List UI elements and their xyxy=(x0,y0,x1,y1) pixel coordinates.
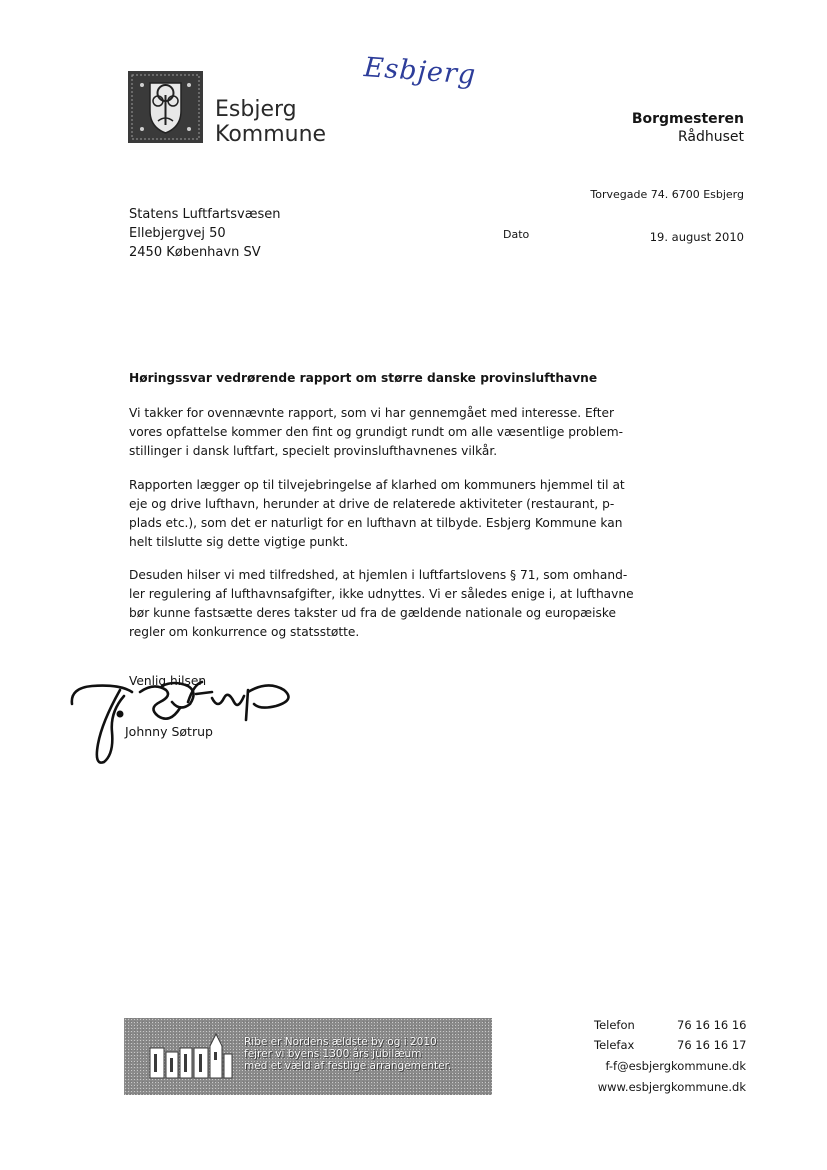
banner-text xyxy=(244,1036,451,1072)
phone-number: 76 16 16 16 xyxy=(677,1018,747,1032)
banner-line: fejrer vi byens 1300 års jubilæum xyxy=(244,1048,422,1060)
sender-office: Rådhuset xyxy=(677,129,744,145)
sender-address: Torvegade 74. 6700 Esbjerg xyxy=(590,188,744,201)
recipient-address xyxy=(129,205,280,262)
body-paragraph xyxy=(129,404,629,461)
recipient-name: Statens Luftfartsvæsen xyxy=(129,207,281,222)
fax-number: 76 16 16 17 xyxy=(677,1038,747,1052)
fax-label: Telefax xyxy=(594,1038,635,1052)
paragraph-line: Vi takker for ovennævnte rapport, som vi har gennemgået med interesse. Efter xyxy=(129,406,615,420)
paragraph-line: plads etc.), som det er naturligt for en lufthavn at tilbyde. Esbjerg Kommune kan xyxy=(129,516,623,530)
letter-date: 19. august 2010 xyxy=(649,230,744,244)
body-paragraph xyxy=(129,476,629,552)
paragraph-line: Desuden hilser vi med tilfredshed, at hjemlen i luftfartslovens § 71, som omhand- xyxy=(129,568,628,582)
banner-line: Ribe er Nordens ældste by og i 2010 xyxy=(244,1036,437,1048)
logo-line-2: Kommune xyxy=(215,122,327,147)
website-address: www.esbjergkommune.dk xyxy=(597,1080,746,1094)
ribe-1300-emblem xyxy=(146,1026,236,1090)
recipient-city: 2450 København SV xyxy=(129,245,261,260)
signer-name: Johnny Søtrup xyxy=(125,724,213,739)
ribe-anniversary-banner xyxy=(124,1018,492,1095)
date-label: Dato xyxy=(503,228,530,241)
municipality-crest-logo xyxy=(128,71,203,143)
closing-greeting: Venlig hilsen xyxy=(129,674,207,688)
banner-line: med et væld af festlige arrangementer. xyxy=(244,1060,452,1072)
paragraph-line: Rapporten lægger op til tilvejebringelse af klarhed om kommuners hjemmel til at xyxy=(129,478,625,492)
sender-title: Borgmesteren xyxy=(631,111,744,127)
logo-line-1: Esbjerg xyxy=(215,97,297,122)
handwritten-signature xyxy=(62,662,302,776)
municipality-name xyxy=(215,97,326,147)
email-address: f-f@esbjergkommune.dk xyxy=(605,1059,746,1073)
recipient-street: Ellebjergvej 50 xyxy=(129,226,226,241)
paragraph-line: helt tilslutte sig dette vigtige punkt. xyxy=(129,535,349,549)
handwritten-note: Esbjerg xyxy=(362,52,478,91)
body-paragraph xyxy=(129,566,634,642)
phone-label: Telefon xyxy=(594,1018,635,1032)
paragraph-line: stillinger i dansk luftfart, specielt provinslufthavnenes vilkår. xyxy=(129,444,498,458)
paragraph-line: vores opfattelse kommer den fint og grundigt rundt om alle væsentlige problem- xyxy=(129,425,624,439)
letter-subject: Høringssvar vedrørende rapport om større danske provinslufthavne xyxy=(129,371,598,385)
paragraph-line: ler regulering af lufthavnsafgifter, ikke udnyttes. Vi er således enige i, at lufthavne xyxy=(129,587,634,601)
paragraph-line: regler om konkurrence og statsstøtte. xyxy=(129,625,360,639)
paragraph-line: eje og drive lufthavn, herunder at drive de relaterede aktiviteter (restaurant, p- xyxy=(129,497,615,511)
paragraph-line: bør kunne fastsætte deres takster ud fra de gældende nationale og europæiske xyxy=(129,606,617,620)
